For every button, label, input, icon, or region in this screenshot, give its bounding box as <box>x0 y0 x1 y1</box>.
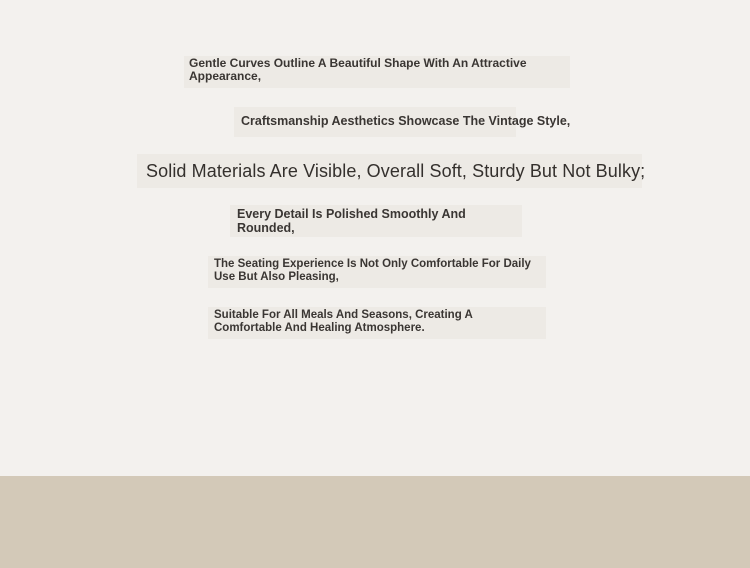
description-line-detail: Every Detail Is Polished Smoothly And Rounded, <box>230 205 522 237</box>
description-line-seating: The Seating Experience Is Not Only Comfortable For Daily Use But Also Pleasing, <box>208 256 546 288</box>
footer-band <box>0 476 750 568</box>
description-line-seasons: Suitable For All Meals And Seasons, Creating A Comfortable And Healing Atmosphere. <box>208 307 546 339</box>
description-line-craftsmanship: Craftsmanship Aesthetics Showcase The Vintage Style, <box>234 107 516 137</box>
description-line-curves: Gentle Curves Outline A Beautiful Shape With An Attractive Appearance, <box>184 56 570 88</box>
description-line-materials: Solid Materials Are Visible, Overall Soft, Sturdy But Not Bulky; <box>137 154 642 188</box>
